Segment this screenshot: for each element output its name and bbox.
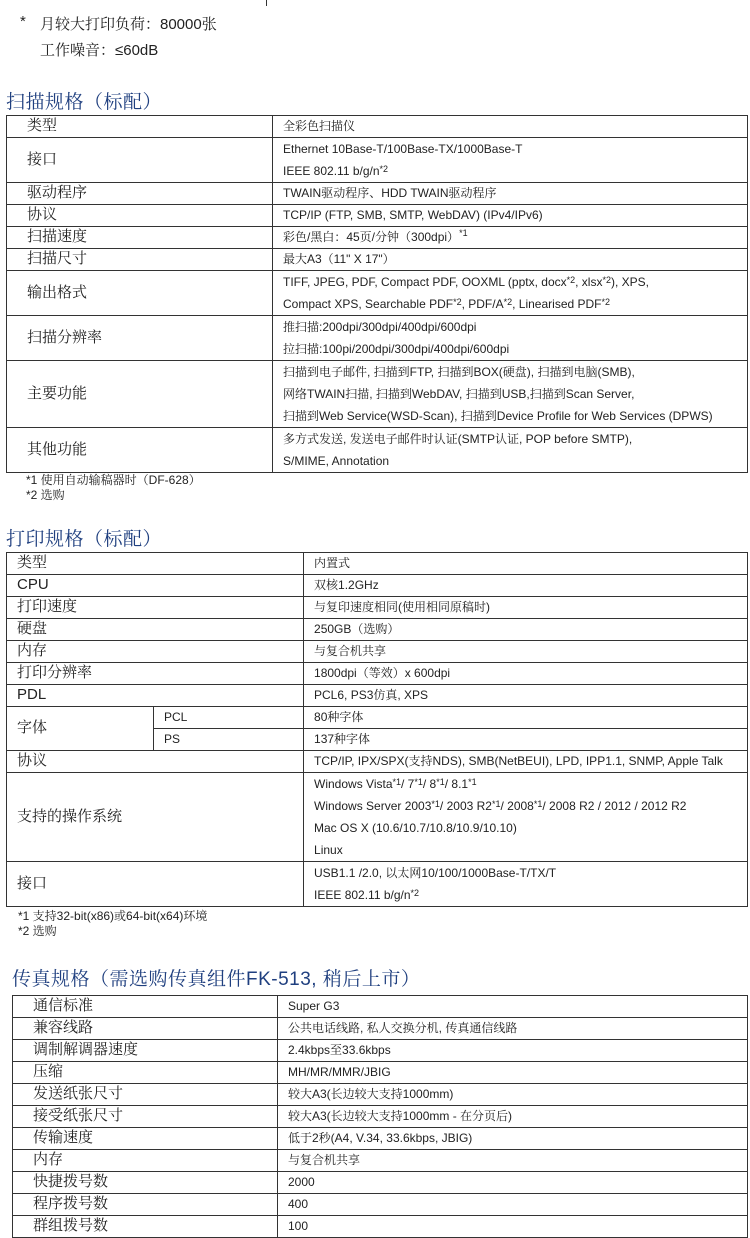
- scan-row: [7, 428, 748, 473]
- fax-row: [13, 1040, 748, 1062]
- print-value: [304, 773, 748, 862]
- scan-value-line: 扫描到电子邮件, 扫描到FTP, 扫描到BOX(硬盘), 扫描到电脑(SMB),: [283, 365, 635, 379]
- print-sublabel: PS: [154, 729, 304, 751]
- scan-label: 驱动程序: [7, 183, 273, 205]
- print-spec-table: [6, 552, 748, 907]
- fax-value-line: 2000: [288, 1175, 315, 1190]
- print-sublabel: PCL: [154, 707, 304, 729]
- scan-value: [273, 183, 748, 205]
- print-value-line: 内置式: [314, 556, 351, 571]
- print-value-line: 80种字体: [314, 710, 364, 725]
- print-value-line: Mac OS X (10.6/10.7/10.8/10.9/10.10): [314, 821, 517, 835]
- scan-value: [273, 138, 748, 183]
- scan-value-line: 多方式发送, 发送电子邮件时认证(SMTP认证, POP before SMTP),: [283, 432, 633, 446]
- print-value: [304, 575, 748, 597]
- print-label: 内存: [7, 641, 304, 663]
- scan-label: 类型: [7, 116, 273, 138]
- scan-value-line: 推扫描:200dpi/300dpi/400dpi/600dpi: [283, 320, 477, 334]
- print-row: [7, 619, 748, 641]
- print-value: [304, 597, 748, 619]
- fax-row: [13, 996, 748, 1018]
- scan-value-line: 全彩色扫描仪: [283, 119, 356, 134]
- fax-value-line: 400: [288, 1197, 309, 1212]
- scan-row: [7, 205, 748, 227]
- print-value: [304, 751, 748, 773]
- print-footnotes: [18, 909, 207, 939]
- scan-row: [7, 361, 748, 428]
- print-label: 协议: [7, 751, 304, 773]
- fax-row: [13, 1128, 748, 1150]
- fax-value: [278, 1128, 748, 1150]
- print-value: [304, 553, 748, 575]
- fax-value-line: 2.4kbps至33.6kbps: [288, 1043, 391, 1058]
- scan-row: [7, 138, 748, 183]
- scan-label: 扫描分辨率: [7, 316, 273, 361]
- scan-label: 其他功能: [7, 428, 273, 473]
- print-label: 接口: [7, 862, 304, 907]
- fax-value-line: 较大A3(长边较大支持1000mm - 在分页后): [288, 1109, 513, 1124]
- print-value: [304, 862, 748, 907]
- scan-row: [7, 271, 748, 316]
- print-spec-title: 打印规格（标配）: [6, 529, 163, 550]
- top-divider: [0, 0, 750, 6]
- fax-label: 内存: [13, 1150, 278, 1172]
- fax-value: [278, 1194, 748, 1216]
- print-value-line: Linux: [314, 843, 343, 857]
- print-footnote: *1 支持32-bit(x86)或64-bit(x64)环境: [18, 909, 208, 923]
- scan-value-line: 扫描到Web Service(WSD-Scan), 扫描到Device Profile for Web Services (DPWS): [283, 409, 713, 423]
- print-value-line: Windows Server 2003$^{*1}$/ 2003 R2$^{*1}$/ 2008$^{*1}$/ 2008 R2 / 2012 / 2012 R2: [314, 799, 687, 813]
- print-value-line: 250GB（选购）: [314, 622, 400, 637]
- scan-row: [7, 116, 748, 138]
- fax-spec-table: [12, 995, 748, 1238]
- scan-value-line: TCP/IP (FTP, SMB, SMTP, WebDAV) (IPv4/IPv6): [283, 208, 543, 223]
- print-value: [304, 663, 748, 685]
- fax-label: 群组拨号数: [13, 1216, 278, 1238]
- fax-value: [278, 1084, 748, 1106]
- print-value-line: 与复印速度相同(使用相同原稿时): [314, 600, 491, 615]
- print-row: [7, 553, 748, 575]
- print-value-line: 137种字体: [314, 732, 371, 747]
- scan-value: [273, 428, 748, 473]
- fax-row: [13, 1018, 748, 1040]
- print-row: [7, 862, 748, 907]
- scan-value: [273, 361, 748, 428]
- scan-label: 输出格式: [7, 271, 273, 316]
- print-label: 硬盘: [7, 619, 304, 641]
- print-row: [7, 663, 748, 685]
- fax-row: [13, 1194, 748, 1216]
- print-row: [7, 575, 748, 597]
- fax-value-line: 公共电话线路, 私人交换分机, 传真通信线路: [288, 1021, 518, 1036]
- fax-value: [278, 1040, 748, 1062]
- fax-label: 通信标准: [13, 996, 278, 1018]
- scan-value-line: 拉扫描:100pi/200dpi/300dpi/400dpi/600dpi: [283, 342, 510, 356]
- scan-value-line: IEEE 802.11 $b/g/n^{*2}$: [283, 164, 389, 178]
- fax-value: [278, 996, 748, 1018]
- scan-label: 主要功能: [7, 361, 273, 428]
- scan-value-line: Ethernet 10Base-T/100Base-TX/1000Base-T: [283, 142, 523, 156]
- scan-label: 协议: [7, 205, 273, 227]
- fax-row: [13, 1084, 748, 1106]
- scan-value: [273, 249, 748, 271]
- fax-row: [13, 1106, 748, 1128]
- print-value: [304, 707, 748, 729]
- print-label: 打印速度: [7, 597, 304, 619]
- print-value-line: Windows Vista$^{*1}$/ 7$^{*1}$/ 8$^{*1}$/ 8.1$^{*1}$: [314, 777, 477, 791]
- fax-row: [13, 1062, 748, 1084]
- scan-row: [7, 316, 748, 361]
- fax-value: [278, 1062, 748, 1084]
- print-value-line: 双核1.2GHz: [314, 578, 379, 593]
- scan-label: 扫描尺寸: [7, 249, 273, 271]
- fax-value-line: 100: [288, 1219, 309, 1234]
- fax-row: [13, 1172, 748, 1194]
- fax-value: [278, 1106, 748, 1128]
- scan-value-line: Compact XPS, Searchable PDF$^{*2}$, PDF/$A^{*2}$, Linearised PDF$^{*2}$: [283, 297, 611, 311]
- scan-value: [273, 205, 748, 227]
- bullet-star: *: [20, 13, 26, 30]
- print-value-line: 与复合机共享: [314, 644, 387, 659]
- fax-value-line: 较大A3(长边较大支持1000mm): [288, 1087, 454, 1102]
- fax-label: 压缩: [13, 1062, 278, 1084]
- print-label: 字体: [7, 707, 154, 751]
- fax-value-line: 与复合机共享: [288, 1153, 361, 1168]
- print-value-line: PCL6, PS3仿真, XPS: [314, 688, 429, 703]
- scan-value: [273, 116, 748, 138]
- fax-label: 程序拨号数: [13, 1194, 278, 1216]
- fax-label: 兼容线路: [13, 1018, 278, 1040]
- print-value-line: IEEE 802.11 $b/g/n^{*2}$: [314, 888, 420, 902]
- monthly-duty-cycle: 月较大打印负荷：80000张: [40, 16, 217, 33]
- print-row: [7, 751, 748, 773]
- fax-value-line: MH/MR/MMR/JBIG: [288, 1065, 391, 1080]
- print-value-line: USB1.1 /2.0, 以太网10/100/1000Base-T/TX/T: [314, 866, 557, 880]
- fax-spec-title: 传真规格（需选购传真组件FK-513, 稍后上市）: [12, 969, 421, 990]
- print-label: 支持的操作系统: [7, 773, 304, 862]
- scan-row: [7, 227, 748, 249]
- print-label: 类型: [7, 553, 304, 575]
- print-row: [7, 707, 748, 729]
- print-footnote: *2 选购: [18, 924, 57, 938]
- fax-label: 接受纸张尺寸: [13, 1106, 278, 1128]
- scan-value-line: TIFF, JPEG, PDF, Compact PDF, OOXML (pptx, docx$^{*2}$, xlsx$^{*2}$), XPS,: [283, 275, 650, 289]
- print-row: [7, 773, 748, 862]
- scan-value-line: 网络TWAIN扫描, 扫描到WebDAV, 扫描到USB,扫描到Scan Server,: [283, 387, 635, 401]
- scan-value-line: TWAIN驱动程序、HDD TWAIN驱动程序: [283, 186, 497, 201]
- fax-label: 传输速度: [13, 1128, 278, 1150]
- print-value: [304, 619, 748, 641]
- print-label: CPU: [7, 575, 304, 597]
- print-value-line: 1800dpi（等效）x 600dpi: [314, 666, 451, 681]
- print-label: PDL: [7, 685, 304, 707]
- scan-spec-title: 扫描规格（标配）: [6, 92, 163, 113]
- fax-row: [13, 1150, 748, 1172]
- scan-row: [7, 183, 748, 205]
- fax-value-line: 低于2秒(A4, V.34, 33.6kbps, JBIG): [288, 1131, 473, 1146]
- print-row: [7, 685, 748, 707]
- scan-value-line: 最大A3（11" X 17"）: [283, 252, 395, 267]
- fax-row: [13, 1216, 748, 1238]
- fax-value-line: Super G3: [288, 999, 340, 1014]
- print-row: [7, 641, 748, 663]
- fax-value: [278, 1216, 748, 1238]
- scan-value-line: S/MIME, Annotation: [283, 454, 390, 468]
- fax-value: [278, 1172, 748, 1194]
- scan-label: 接口: [7, 138, 273, 183]
- print-value: [304, 729, 748, 751]
- fax-label: 快捷拨号数: [13, 1172, 278, 1194]
- scan-footnotes: [26, 473, 201, 503]
- scan-row: [7, 249, 748, 271]
- scan-label: 扫描速度: [7, 227, 273, 249]
- scan-value: [273, 227, 748, 249]
- print-value-line: TCP/IP, IPX/SPX(支持NDS), SMB(NetBEUI), LPD, IPP1.1, SNMP, Apple Talk: [314, 754, 723, 769]
- print-value: [304, 685, 748, 707]
- print-value: [304, 641, 748, 663]
- fax-label: 调制解调器速度: [13, 1040, 278, 1062]
- scan-spec-table: [6, 115, 748, 473]
- scan-value-line: 彩色/黑白：45页/分钟$(300dpi)^{*1}$: [283, 228, 468, 245]
- print-row: [7, 597, 748, 619]
- scan-value: [273, 316, 748, 361]
- operating-noise: 工作噪音：≤60dB: [40, 42, 159, 59]
- fax-label: 发送纸张尺寸: [13, 1084, 278, 1106]
- print-label: 打印分辨率: [7, 663, 304, 685]
- fax-value: [278, 1018, 748, 1040]
- fax-value: [278, 1150, 748, 1172]
- scan-footnote: *2 选购: [26, 488, 65, 502]
- scan-footnote: *1 使用自动输稿器时（DF-628）: [26, 473, 201, 487]
- scan-value: [273, 271, 748, 316]
